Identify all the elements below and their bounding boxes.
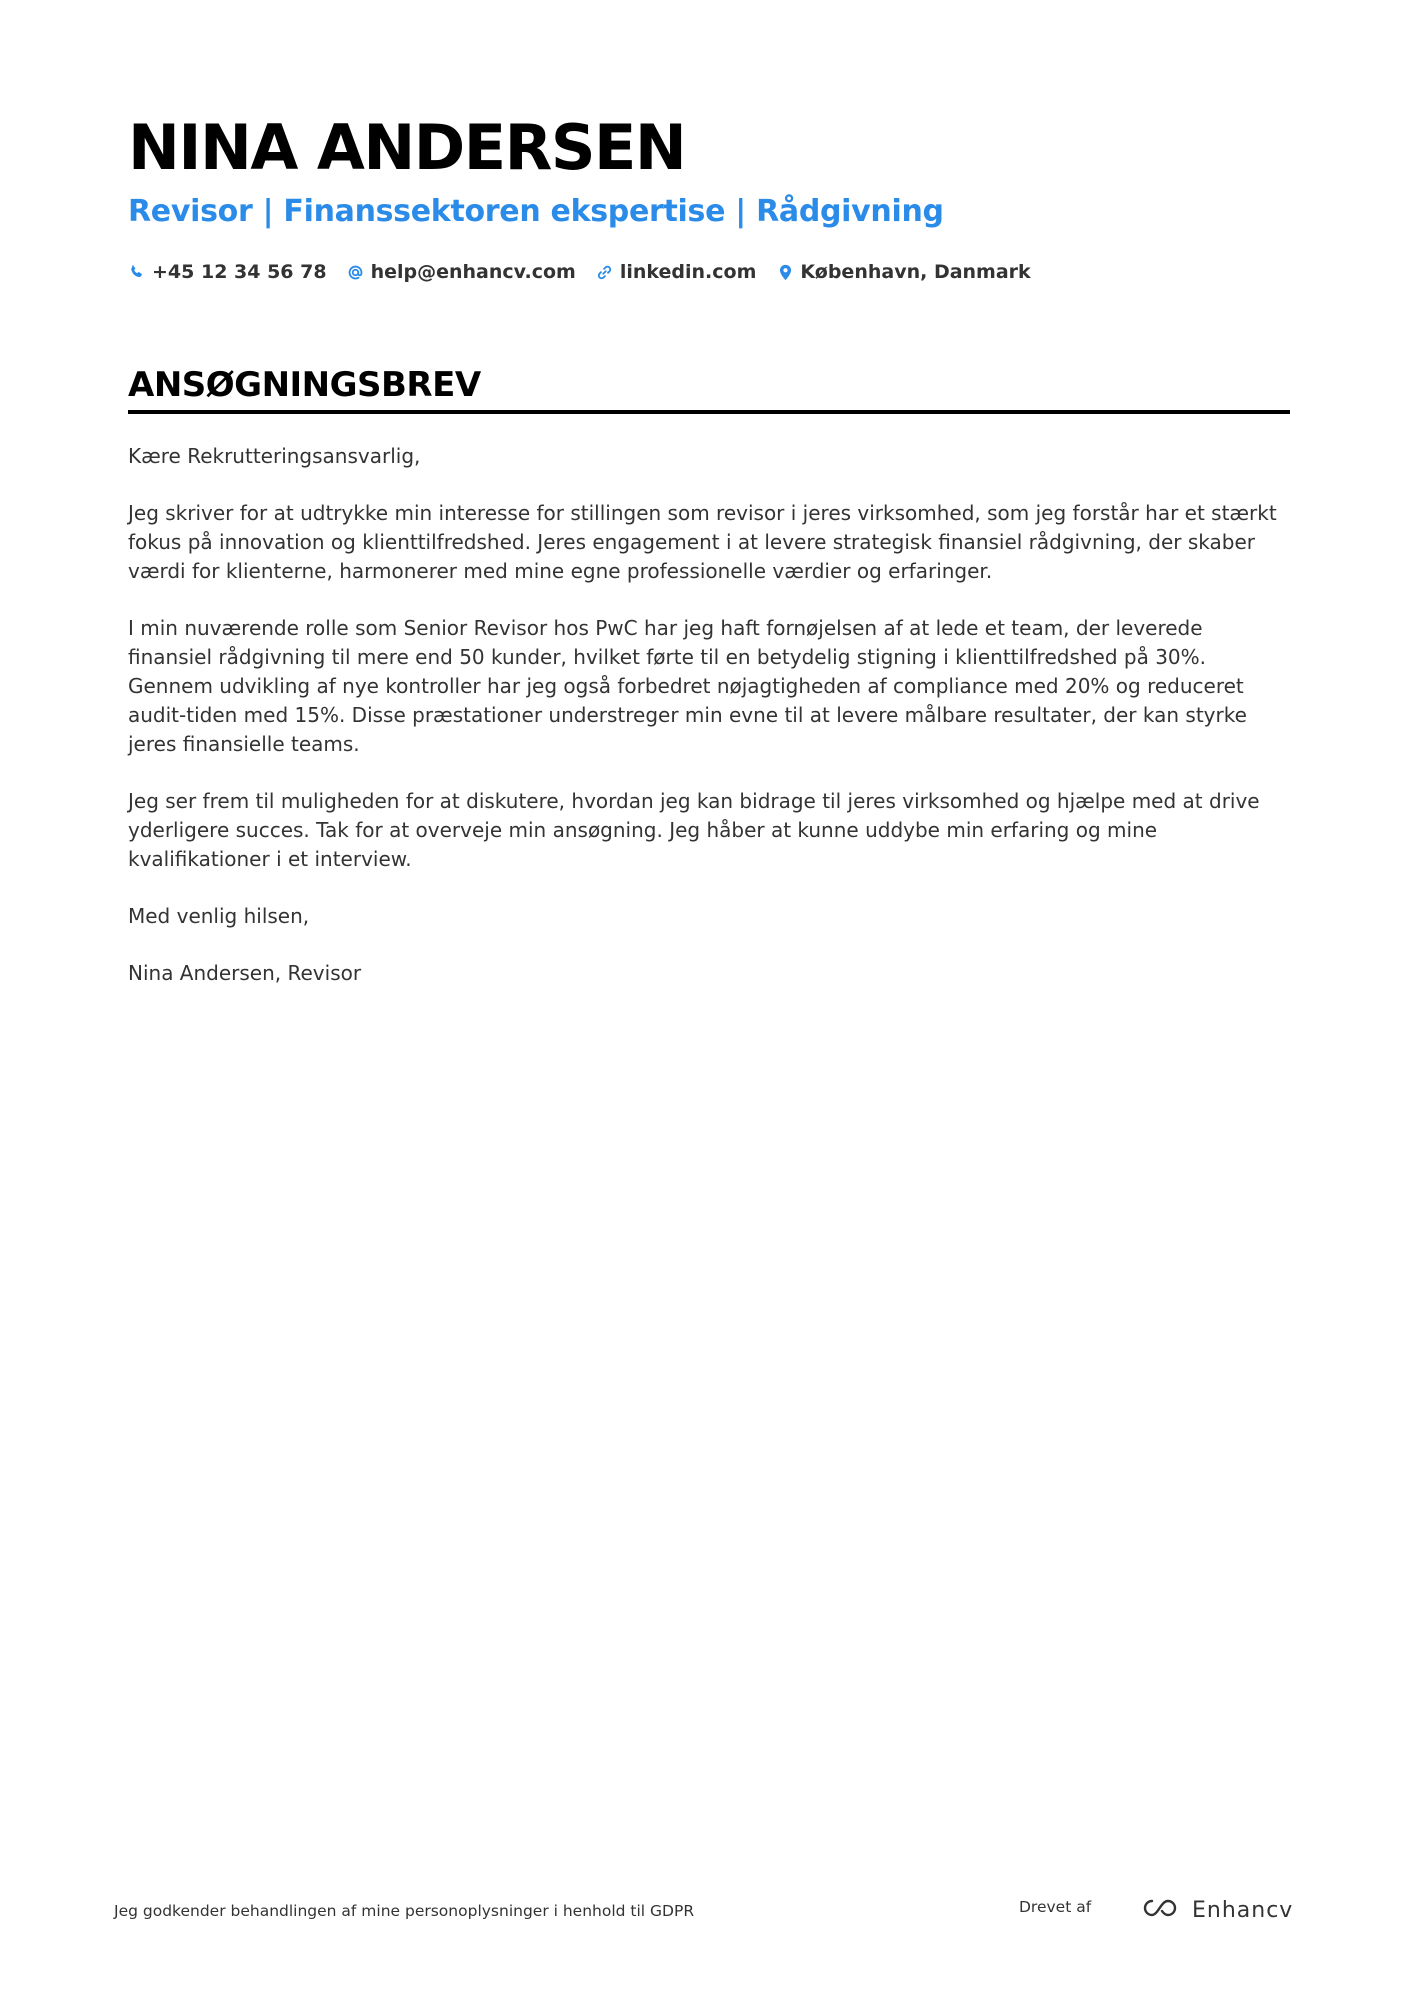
letter-greeting: Kære Rekrutteringsansvarlig, xyxy=(128,444,421,468)
contact-bar xyxy=(128,258,1290,286)
page-footer xyxy=(114,1894,1294,1928)
section-title: ANSØGNINGSBREV xyxy=(128,365,481,405)
letter-paragraph-3: Jeg ser frem til muligheden for at diskutere, hvordan jeg kan bidrage til jeres virksomhed og hjælpe med at drive yderligere succes. Tak for at overveje min ansøgning. Jeg håber at kunne uddybe min erfaring og mine kvalifikationer i et interview. xyxy=(128,789,1260,871)
link-icon xyxy=(596,263,614,281)
brand-name: Enhancv xyxy=(1192,1897,1294,1923)
letter-signature: Nina Andersen, Revisor xyxy=(128,961,362,985)
letter-closing: Med venlig hilsen, xyxy=(128,904,310,928)
contact-linkedin-text: linkedin.com xyxy=(619,261,757,283)
contact-email[interactable] xyxy=(347,261,576,283)
letter-paragraph-2: I min nuværende rolle som Senior Revisor hos PwC har jeg haft fornøjelsen af at lede et team, der leverede finansiel rådgivning til mere end 50 kunder, hvilket førte til en betydelig stigning i klienttilfredshed på 30%. Gennem udvikling af nye kontroller har jeg også forbedret nøjagtigheden af compliance med 20% og reduceret audit-tiden med 15%. Disse præstationer understreger min evne til at levere målbare resultater, der kan styrke jeres finansielle teams. xyxy=(128,616,1247,756)
powered-by-label: Drevet af xyxy=(1019,1898,1092,1916)
contact-linkedin[interactable] xyxy=(596,261,757,283)
cover-letter-page xyxy=(128,108,1290,1016)
section-divider xyxy=(128,410,1290,414)
applicant-name: NINA ANDERSEN xyxy=(128,111,686,184)
phone-icon xyxy=(128,263,146,281)
letter-paragraph-1: Jeg skriver for at udtrykke min interesse for stillingen som revisor i jeres virksomhed, som jeg forstår har et stærkt fokus på innovation og klienttilfredshed. Jeres engagement i at levere strategisk finansiel rådgivning, der skaber værdi for klienterne, harmonerer med mine egne professionelle værdier og erfaringer. xyxy=(128,501,1277,583)
contact-phone-text: +45 12 34 56 78 xyxy=(152,261,327,283)
contact-location xyxy=(776,261,1030,283)
at-icon xyxy=(347,263,365,281)
contact-phone xyxy=(128,261,327,283)
infinity-logo-icon xyxy=(1140,1896,1186,1924)
gdpr-consent: Jeg godkender behandlingen af mine personoplysninger i henhold til GDPR xyxy=(114,1902,695,1920)
headline: Revisor | Finanssektoren ekspertise | Rådgivning xyxy=(128,194,944,229)
contact-location-text: København, Danmark xyxy=(800,261,1031,283)
letter-body xyxy=(128,442,1290,988)
enhancv-logo[interactable] xyxy=(1140,1894,1293,1926)
contact-email-text: help@enhancv.com xyxy=(370,261,576,283)
location-pin-icon xyxy=(776,263,794,281)
